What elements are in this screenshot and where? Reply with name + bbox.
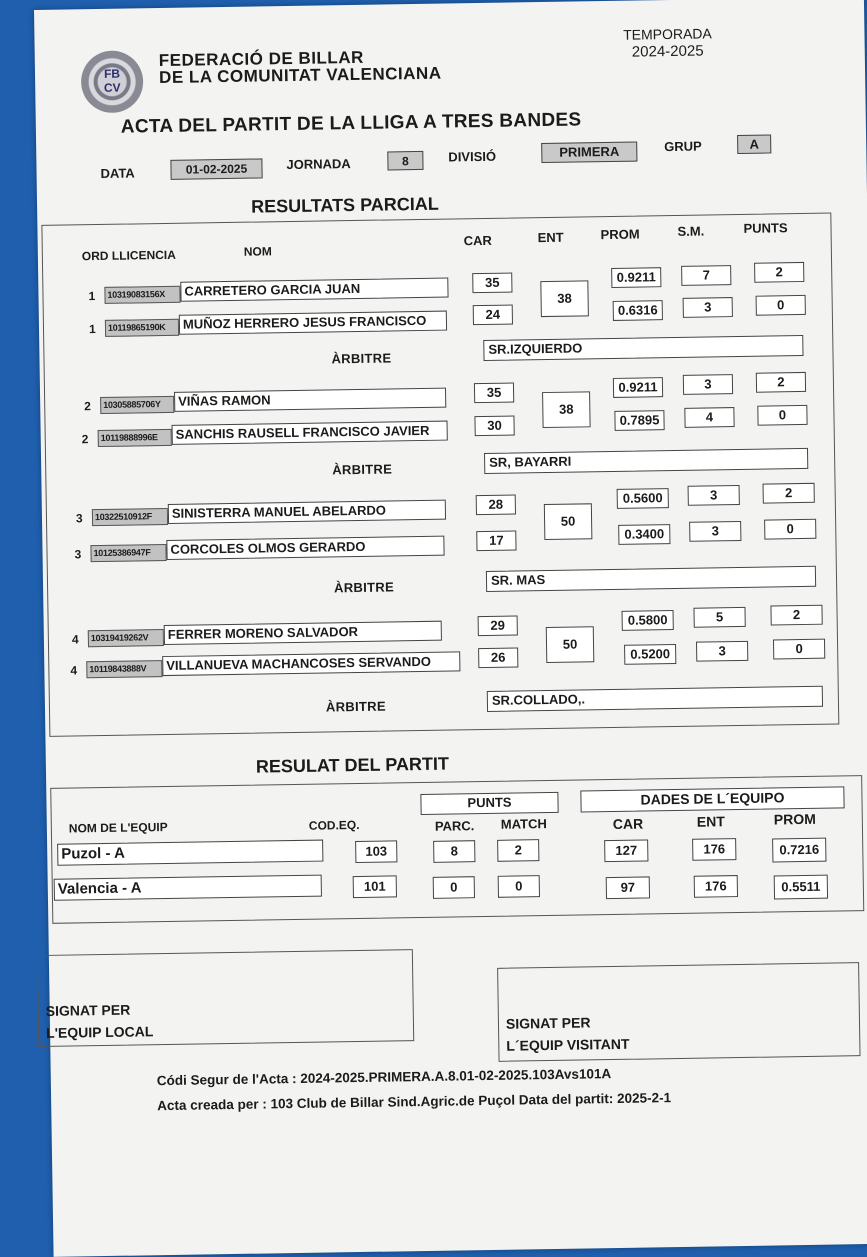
referee-label: ÀRBITRE [325,698,386,715]
player-name: SANCHIS RAUSELL FRANCISCO JAVIER [172,421,448,445]
player-car: 28 [476,494,516,515]
grup-label: GRUP [664,138,702,155]
order-number: 2 [81,432,89,447]
license-number: 10305885706Y [100,396,174,414]
license-number: 10319419262V [88,629,164,647]
player-car: 26 [478,647,518,668]
team-name: Puzol - A [57,840,323,866]
logo-text-bottom: CV [103,80,121,95]
header-punts: PUNTS [743,220,788,236]
security-code: Códi Segur de l'Acta : 2024-2025.PRIMERA.A.8.01-02-2025.103Avs101A [156,1066,612,1089]
license-number: 10322510912F [92,508,168,526]
federation-logo-icon [81,50,144,113]
match-ent: 50 [546,626,595,663]
player-name: VILLANUEVA MACHANCOSES SERVANDO [162,651,460,676]
license-number: 10125386947F [90,544,166,562]
partials-title: RESULTATS PARCIAL [250,193,439,217]
player-punts: 0 [757,405,807,426]
team-name: Valencia - A [54,875,322,901]
referee-field: SR, BAYARRI [484,448,808,474]
match-ent: 38 [542,391,591,428]
license-number: 10119888996E [98,429,172,447]
header-match: MATCH [500,816,547,832]
player-punts: 2 [770,605,822,626]
match-ent: 50 [544,503,593,540]
date-label: DATA [100,165,135,181]
team-code: 103 [355,840,397,863]
player-sm: 3 [689,521,741,542]
signature-local-line1: SIGNAT PER [45,1001,131,1019]
divisio-label: DIVISIÓ [448,148,497,165]
player-prom: 0.3400 [618,524,670,545]
player-car: 35 [472,273,512,294]
player-sm: 3 [688,485,740,506]
signature-local-line2: L'EQUIP LOCAL [45,1023,154,1041]
player-prom: 0.9211 [613,377,663,398]
player-car: 17 [476,530,516,551]
license-number: 10119843888V [86,660,162,678]
document-title: ACTA DEL PARTIT DE LA LLIGA A TRES BANDES [120,109,582,138]
header-punts: PUNTS [420,792,558,815]
federation-name-line2: DE LA COMUNITAT VALENCIANA [158,63,442,88]
player-punts: 2 [756,372,806,393]
header-team-code: COD.EQ. [308,817,360,833]
player-prom: 0.7895 [614,410,664,431]
header-nom: NOM [243,244,272,259]
date-field: 01-02-2025 [170,158,262,179]
jornada-label: JORNADA [286,156,351,173]
header-team-prom: PROM [773,810,816,828]
player-punts: 2 [763,483,815,504]
order-number: 3 [74,547,82,562]
player-name: FERRER MORENO SALVADOR [164,621,442,645]
player-sm: 3 [683,297,733,318]
team-prom: 0.7216 [772,838,826,863]
player-punts: 0 [773,639,825,660]
header-team-ent: ENT [696,813,725,830]
created-by: Acta creada per : 103 Club de Billar Sind.Agric.de Puçol Data del partit: 2025-2-1 [157,1090,672,1114]
header-car: CAR [463,232,492,249]
player-sm: 5 [693,607,745,628]
federation-name-line1: FEDERACIÓ DE BILLAR [158,47,364,71]
result-title: RESULAT DEL PARTIT [255,753,450,777]
player-punts: 2 [754,262,804,283]
player-prom: 0.5600 [617,488,669,509]
referee-label: ÀRBITRE [333,579,395,596]
player-name: MUÑOZ HERRERO JESUS FRANCISCO [179,311,447,335]
order-number: 4 [70,663,78,678]
order-number: 1 [88,289,96,304]
player-car: 24 [473,305,513,326]
signature-visitor-line1: SIGNAT PER [505,1014,591,1032]
player-sm: 4 [684,407,734,428]
player-name: VIÑAS RAMON [174,388,446,412]
grup-field: A [737,134,771,154]
team-car: 127 [604,839,648,862]
player-car: 29 [478,615,518,636]
player-prom: 0.5200 [624,644,676,665]
jornada-field: 8 [387,151,423,171]
team-match: 2 [497,839,539,862]
team-car: 97 [606,876,650,899]
player-sm: 3 [683,374,733,395]
header-team-car: CAR [612,815,644,833]
order-number: 2 [84,399,92,414]
player-sm: 7 [681,265,731,286]
match-report-sheet [34,0,867,1257]
order-number: 4 [71,632,79,647]
header-team-name: NOM DE L'EQUIP [68,820,168,836]
header-prom: PROM [600,226,640,243]
signature-label-visitor [506,1011,630,1057]
header-team-data: DADES DE L´EQUIPO [580,786,844,812]
player-punts: 0 [756,295,806,316]
team-match: 0 [498,875,540,898]
season-value: 2024-2025 [631,42,704,61]
team-parc: 0 [433,876,475,899]
player-name: CARRETERO GARCIA JUAN [180,278,448,302]
player-name: CORCOLES OLMOS GERARDO [166,536,444,560]
season-block [617,25,718,61]
order-number: 3 [75,511,83,526]
header-parc: PARC. [434,818,475,834]
federation-name [159,48,442,86]
player-prom: 0.5800 [622,610,674,631]
header-ord-llicencia: ORD LLICENCIA [81,247,176,264]
referee-label: ÀRBITRE [332,461,393,478]
player-prom: 0.9211 [611,267,661,288]
match-ent: 38 [540,280,589,317]
team-parc: 8 [433,840,475,863]
player-car: 35 [474,383,514,404]
team-code: 101 [353,875,397,898]
team-ent: 176 [692,838,736,861]
referee-field: SR. MAS [486,566,816,592]
license-number: 10319083156X [104,286,180,304]
player-prom: 0.6316 [613,300,663,321]
header-sm: S.M. [677,223,705,239]
season-label: TEMPORADA [622,25,712,43]
license-number: 10119865190K [105,319,179,337]
logo-text-top: FB [103,66,121,81]
divisio-field: PRIMERA [541,142,637,164]
team-prom: 0.5511 [774,875,828,900]
player-car: 30 [474,416,514,437]
header-ent: ENT [537,229,564,246]
signature-label-local [46,998,154,1044]
referee-label: ÀRBITRE [331,350,392,367]
referee-field: SR.IZQUIERDO [483,335,803,361]
player-punts: 0 [764,519,816,540]
team-ent: 176 [694,875,738,898]
player-name: SINISTERRA MANUEL ABELARDO [168,500,446,524]
order-number: 1 [88,322,96,337]
signature-visitor-line2: L´EQUIP VISITANT [506,1035,630,1054]
player-sm: 3 [696,641,748,662]
referee-field: SR.COLLADO,. [487,686,823,712]
